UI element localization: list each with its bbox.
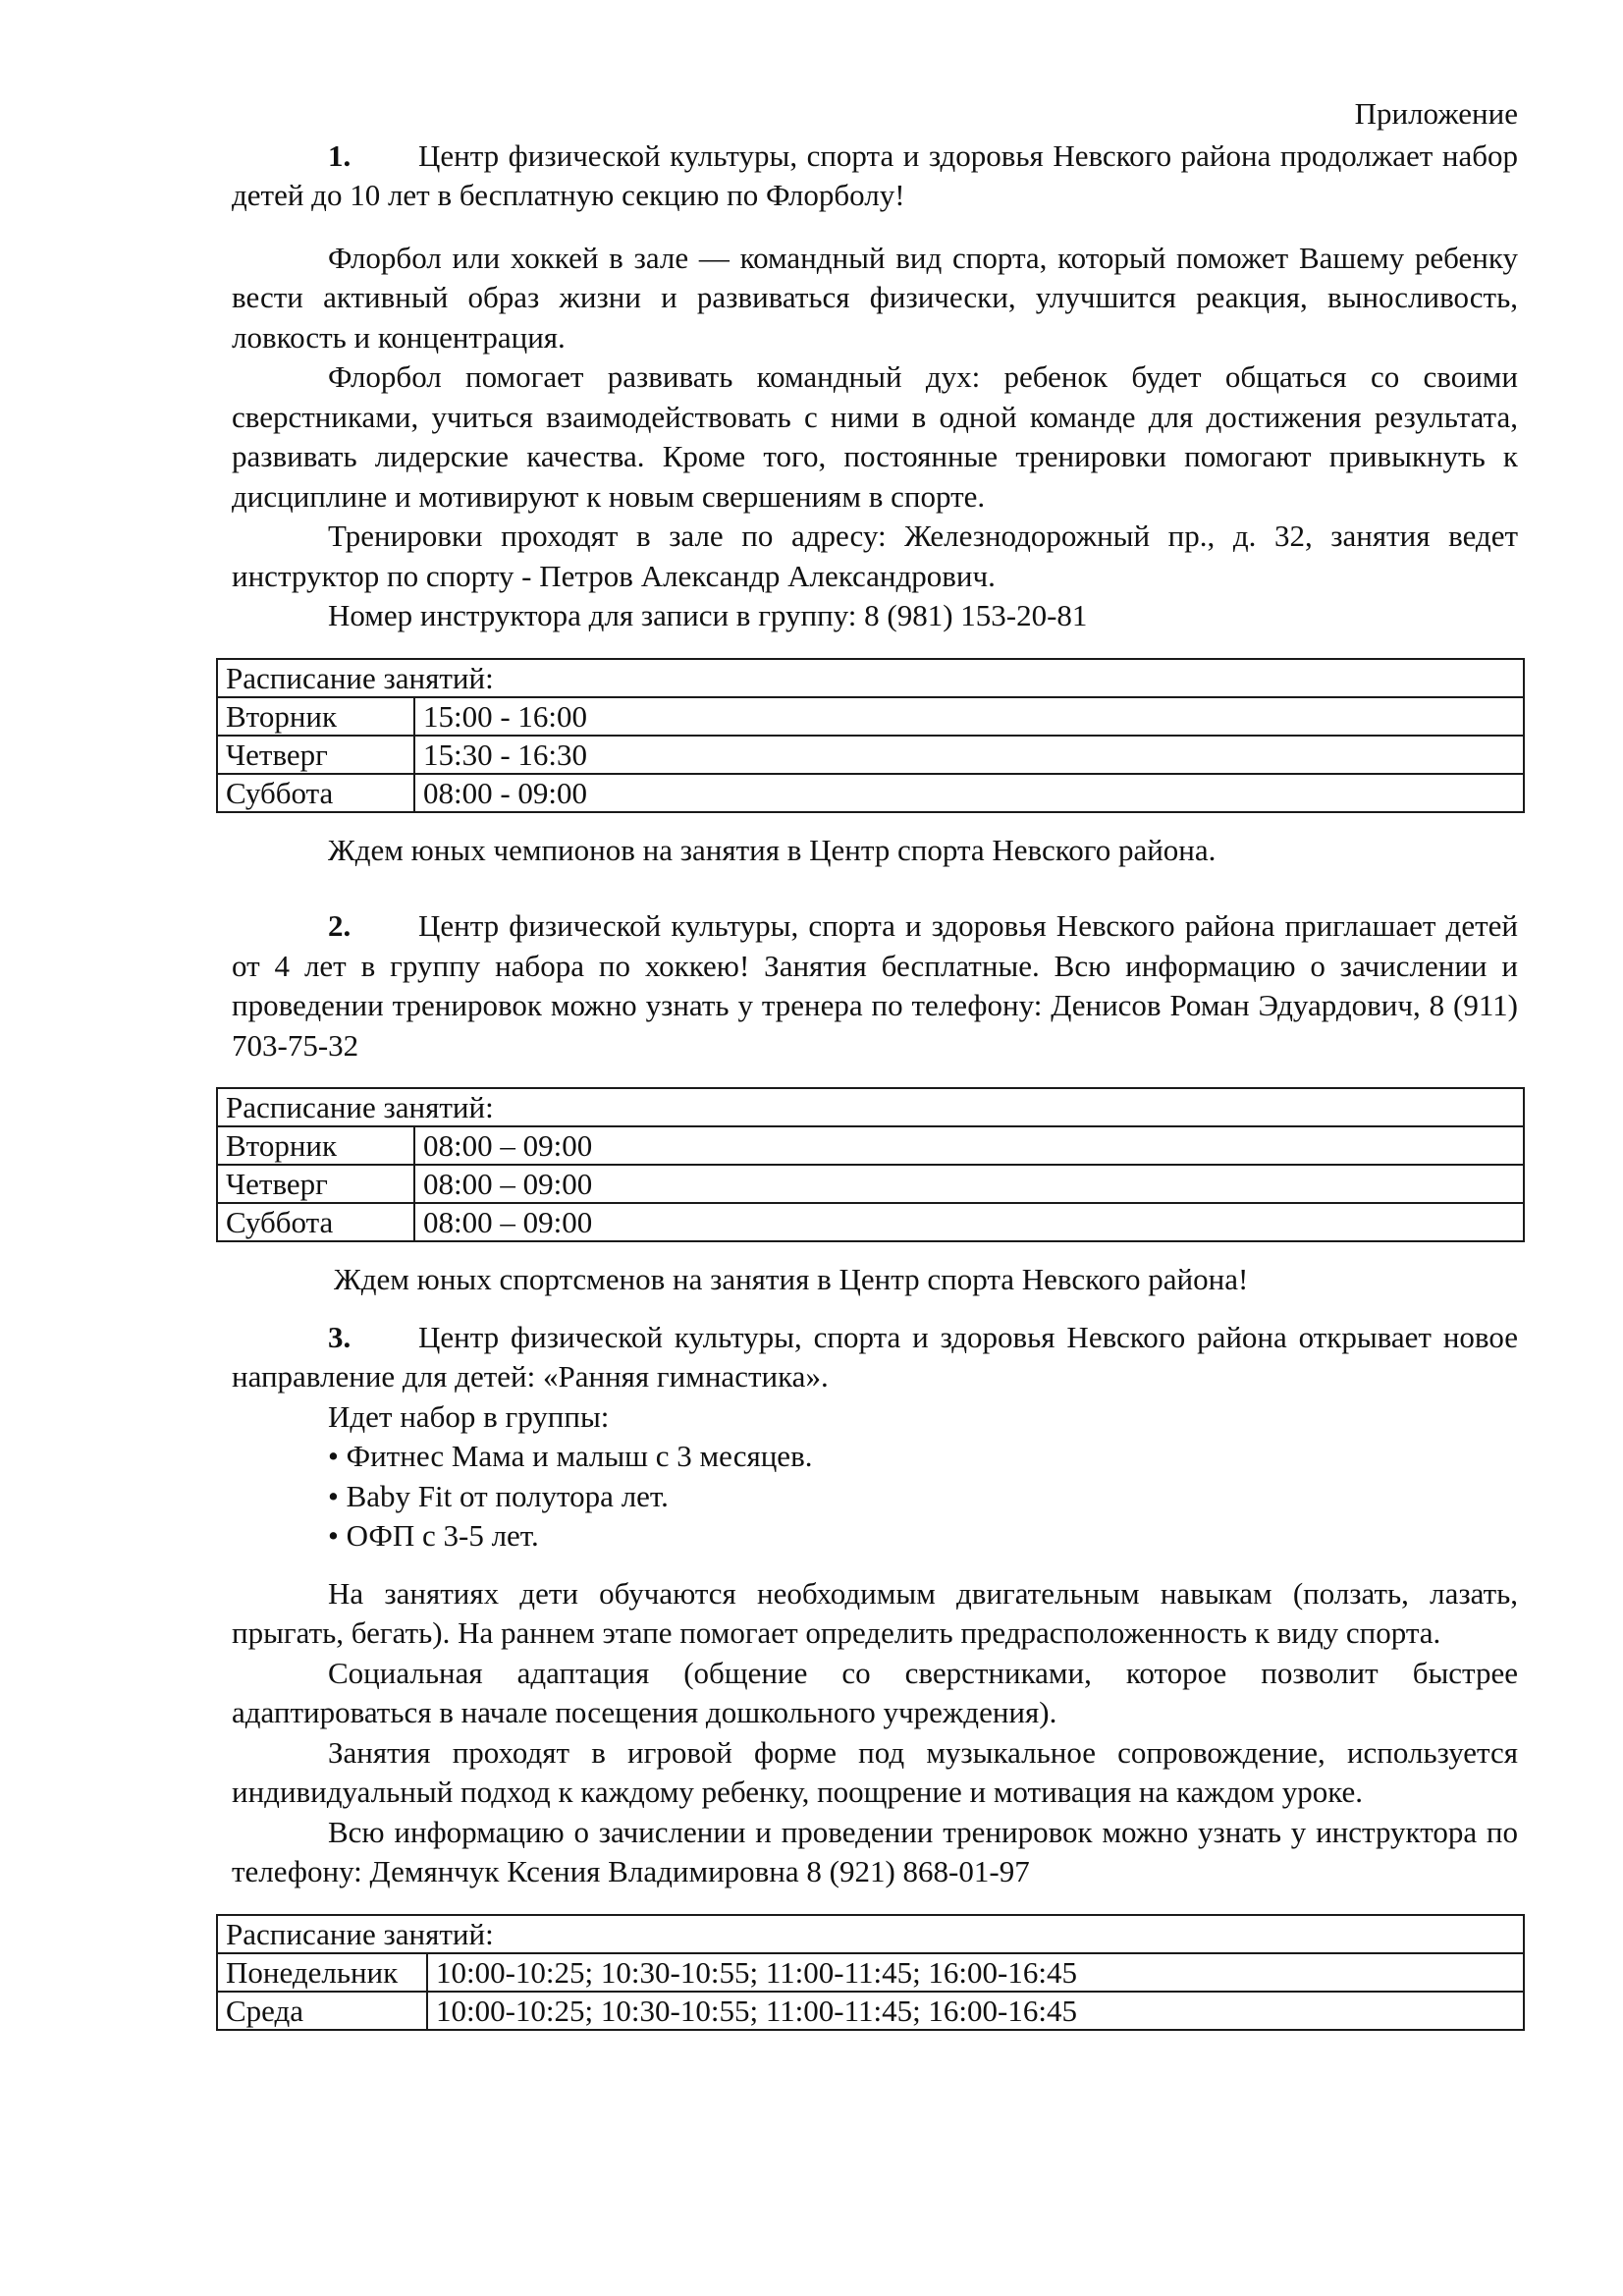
schedule-day: Четверг <box>217 1165 414 1203</box>
schedule-day: Вторник <box>217 697 414 736</box>
schedule-time: 08:00 - 09:00 <box>414 774 1524 812</box>
schedule-time: 10:00-10:25; 10:30-10:55; 11:00-11:45; 16:00-16:45 <box>427 1953 1524 1992</box>
list-item: • Фитнес Мама и малыш с 3 месяцев. <box>328 1439 813 1473</box>
section-3-heading-text: Центр физической культуры, спорта и здоровья Невского района открывает новое направление для детей: «Ранняя гимнастика». <box>232 1319 1518 1394</box>
schedule-row <box>217 1165 1524 1203</box>
schedule-time: 08:00 – 09:00 <box>414 1165 1524 1203</box>
schedule-header: Расписание занятий: <box>217 1088 1524 1126</box>
schedule-day: Вторник <box>217 1126 414 1165</box>
section-1-paragraph: Флорбол или хоккей в зале — командный вид спорта, который поможет Вашему ребенку вести активный образ жизни и развиваться физически, улучшится реакция, выносливость, ловкость и концентрация. <box>232 240 1518 355</box>
schedule-header-row <box>217 659 1524 697</box>
schedule-header-row <box>217 1915 1524 1953</box>
schedule-time: 08:00 – 09:00 <box>414 1126 1524 1165</box>
schedule-day: Суббота <box>217 1203 414 1241</box>
section-2-schedule-table <box>216 1087 1525 1242</box>
section-1-paragraph: Тренировки проходят в зале по адресу: Железнодорожный пр., д. 32, занятия ведет инструктор по спорту - Петров Александр Александрович. <box>232 519 1518 593</box>
section-2-number: 2. <box>328 908 352 943</box>
schedule-row <box>217 736 1524 774</box>
list-item: • ОФП с 3-5 лет. <box>328 1518 539 1553</box>
schedule-time: 15:30 - 16:30 <box>414 736 1524 774</box>
section-2-heading-text: Центр физической культуры, спорта и здоровья Невского района приглашает детей от 4 лет в группу набора по хоккею! Занятия бесплатные. Всю информацию о зачислении и проведении тренировок можно узнать у тренера по телефону: Денисов Роман Эдуардович, 8 (911) 703-75-32 <box>232 908 1518 1063</box>
schedule-day: Среда <box>217 1992 427 2030</box>
section-1-number: 1. <box>328 137 352 173</box>
schedule-row <box>217 774 1524 812</box>
section-3-paragraph: На занятиях дети обучаются необходимым двигательным навыкам (ползать, лазать, прыгать, бегать). На раннем этапе помогает определить предрасположенность к виду спорта. <box>232 1575 1518 1650</box>
section-3-schedule-table <box>216 1914 1525 2031</box>
section-1-paragraph: Флорбол помогает развивать командный дух: ребенок будет общаться со своими сверстниками, учиться взаимодействовать с ними в одной команде для достижения результата, развивать лидерские качества. Кроме того, постоянные тренировки помогают привыкнуть к дисциплине и мотивируют к новым свершениям в спорте. <box>232 359 1518 514</box>
schedule-day: Понедельник <box>217 1953 427 1992</box>
appendix-title: Приложение <box>1354 96 1518 131</box>
schedule-row <box>217 697 1524 736</box>
section-3-contact: Всю информацию о зачислении и проведении тренировок можно узнать у инструктора по телефону: Демянчук Ксения Владимировна 8 (921) 868-01-97 <box>232 1814 1518 1888</box>
schedule-header-row <box>217 1088 1524 1126</box>
schedule-day: Четверг <box>217 736 414 774</box>
section-1-phone: Номер инструктора для записи в группу: 8 (981) 153-20-81 <box>328 598 1088 632</box>
section-3-paragraph: Занятия проходят в игровой форме под музыкальное сопровождение, используется индивидуальный подход к каждому ребенку, поощрение и мотивация на каждом уроке. <box>232 1734 1518 1809</box>
schedule-day: Суббота <box>217 774 414 812</box>
list-item: • Baby Fit от полутора лет. <box>328 1478 669 1513</box>
schedule-time: 08:00 – 09:00 <box>414 1203 1524 1241</box>
section-3-paragraph: Социальная адаптация (общение со сверстниками, которое позволит быстрее адаптироваться в начале посещения дошкольного учреждения). <box>232 1655 1518 1729</box>
section-3-heading <box>232 1318 1518 1397</box>
document-content <box>226 94 1518 2031</box>
schedule-header: Расписание занятий: <box>217 1915 1524 1953</box>
section-1-heading-text: Центр физической культуры, спорта и здоровья Невского района продолжает набор детей до 10 лет в бесплатную секцию по Флорболу! <box>232 137 1518 212</box>
schedule-row <box>217 1203 1524 1241</box>
section-3-intro: Идет набор в группы: <box>328 1398 610 1434</box>
section-2-heading <box>232 906 1518 1066</box>
schedule-time: 10:00-10:25; 10:30-10:55; 11:00-11:45; 16:00-16:45 <box>427 1992 1524 2030</box>
section-2-closing: Ждем юных спортсменов на занятия в Центр спорта Невского района! <box>334 1262 1249 1296</box>
schedule-row <box>217 1992 1524 2030</box>
section-1-closing: Ждем юных чемпионов на занятия в Центр спорта Невского района. <box>328 832 1217 867</box>
section-1-heading <box>232 137 1518 216</box>
schedule-row <box>217 1126 1524 1165</box>
section-3-number: 3. <box>328 1319 352 1354</box>
section-1-schedule-table <box>216 658 1525 813</box>
schedule-row <box>217 1953 1524 1992</box>
schedule-time: 15:00 - 16:00 <box>414 697 1524 736</box>
schedule-header: Расписание занятий: <box>217 659 1524 697</box>
